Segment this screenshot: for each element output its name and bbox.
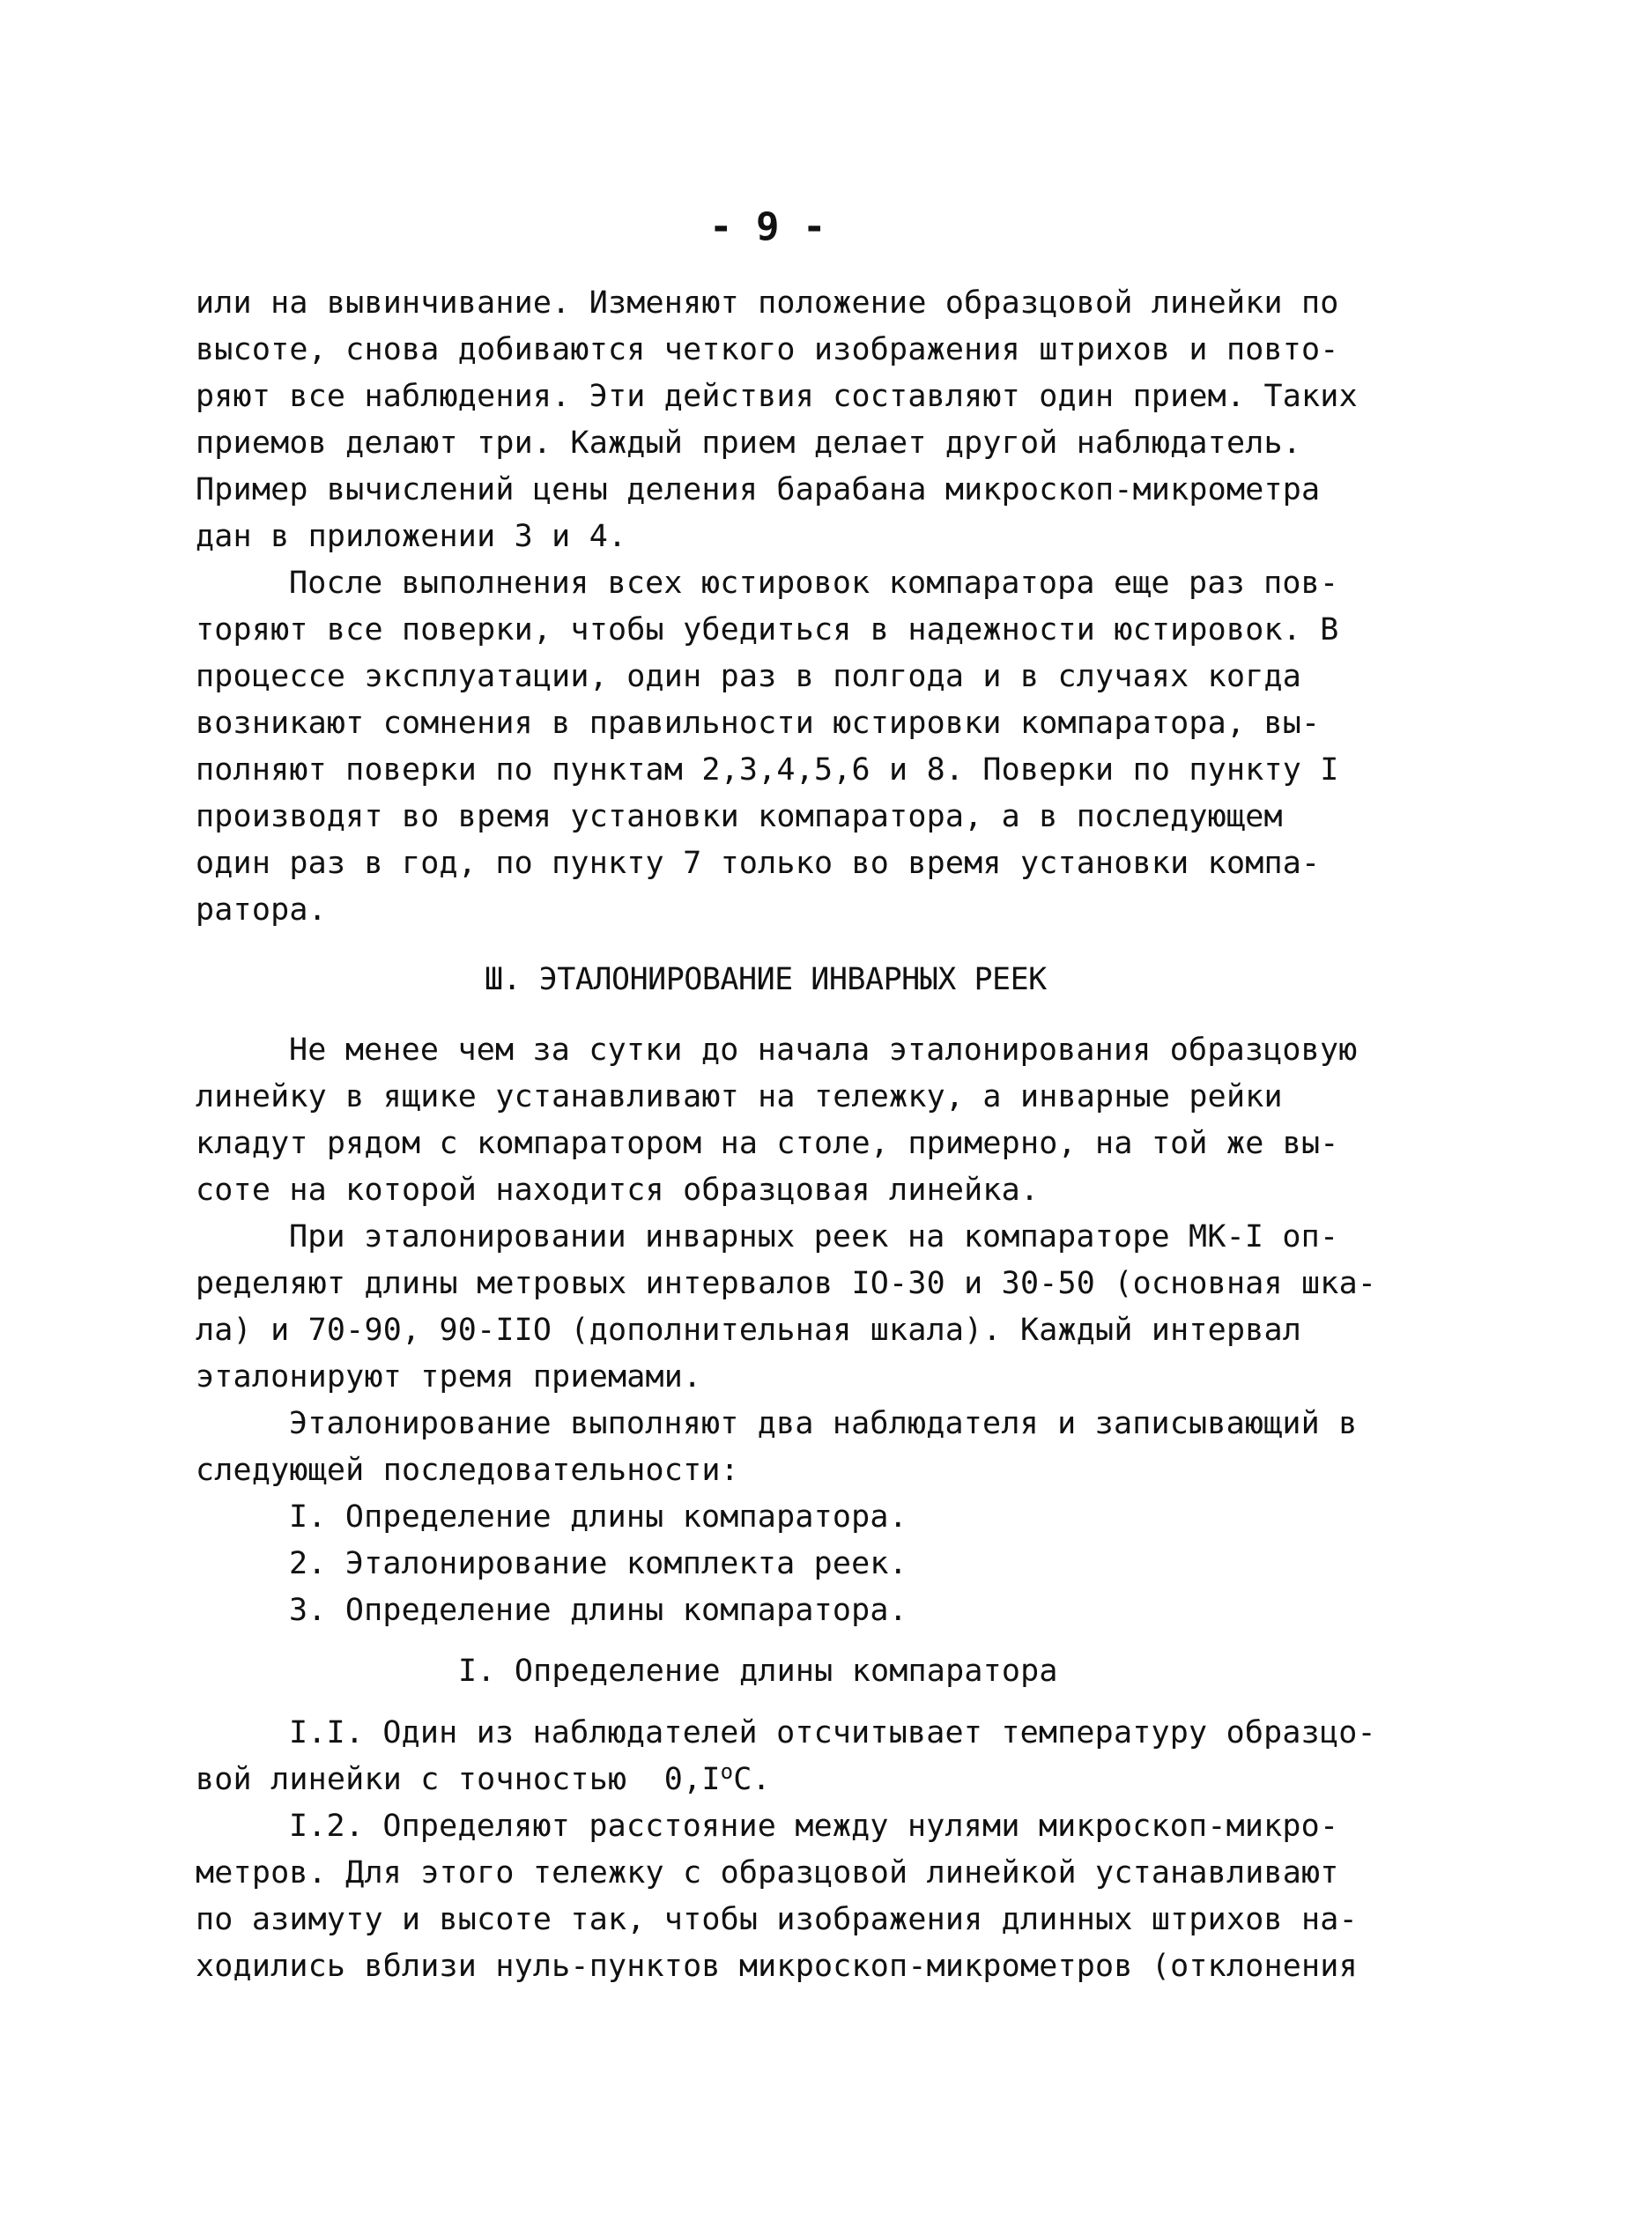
text-line: полняют поверки по пунктам 2,3,4,5,6 и 8. Поверки по пункту I	[196, 752, 1339, 788]
text-line: ла) и 70-90, 90-IIO (дополнительная шкала). Каждый интервал	[196, 1313, 1302, 1348]
text-line: или на вывинчивание. Изменяют положение образцовой линейки по	[196, 285, 1339, 321]
list-item: I. Определение длины компаратора.	[289, 1499, 907, 1535]
text-line: эталонируют тремя приемами.	[196, 1359, 702, 1395]
text-line: Эталонирование выполняют два наблюдателя и записывающий в	[289, 1406, 1358, 1441]
text-line: ходились вблизи нуль-пунктов микроскоп-микрометров (отклонения	[196, 1949, 1358, 1984]
text-line: соте на которой находится образцовая линейка.	[196, 1173, 1040, 1208]
subsection-heading: I. Определение длины компаратора	[458, 1654, 1058, 1689]
text-line: ределяют длины метровых интервалов IO-30 и 30-50 (основная шка-	[196, 1266, 1377, 1301]
text-line: I.I. Один из наблюдателей отсчитывает температуру образцо-	[289, 1715, 1376, 1750]
list-item: 3. Определение длины компаратора.	[289, 1593, 907, 1628]
text-line: возникают сомнения в правильности юстировки компаратора, вы-	[196, 706, 1321, 741]
degree-superscript: о	[720, 1759, 734, 1784]
text-line: процессе эксплуатации, один раз в полгода и в случаях когда	[196, 659, 1302, 694]
text-line: по азимуту и высоте так, чтобы изображения длинных штрихов на-	[196, 1902, 1358, 1937]
page-number: - 9 -	[709, 204, 826, 249]
list-item: 2. Эталонирование комплекта реек.	[289, 1546, 907, 1581]
text-line: приемов делают три. Каждый прием делает другой наблюдатель.	[196, 426, 1302, 461]
text-line: метров. Для этого тележку с образцовой линейкой устанавливают	[196, 1855, 1339, 1891]
text-line: высоте, снова добиваются четкого изображения штрихов и повто-	[196, 332, 1339, 367]
text-line: кладут рядом с компаратором на столе, примерно, на той же вы-	[196, 1126, 1339, 1161]
text-line: торяют все поверки, чтобы убедиться в надежности юстировок. В	[196, 612, 1339, 648]
text-line: ратора.	[196, 892, 327, 928]
text-fragment: С.	[733, 1762, 771, 1797]
text-line: производят во время установки компаратора, а в последующем	[196, 799, 1283, 834]
text-line: I.2. Определяют расстояние между нулями микроскоп-микро-	[289, 1809, 1339, 1844]
text-line: ряют все наблюдения. Эти действия составляют один прием. Таких	[196, 379, 1358, 414]
text-line: дан в приложении 3 и 4.	[196, 519, 627, 554]
text-line: один раз в год, по пункту 7 только во время установки компа-	[196, 846, 1321, 881]
text-line: линейку в ящике устанавливают на тележку, а инварные рейки	[196, 1079, 1283, 1114]
text-line: Пример вычислений цены деления барабана микроскоп-микрометра	[196, 472, 1321, 507]
text-line: Не менее чем за сутки до начала эталонирования образцовую	[289, 1032, 1358, 1068]
text-line	[196, 1759, 771, 1797]
section-heading: Ш. ЭТАЛОНИРОВАНИЕ ИНВАРНЫХ РЕЕК	[485, 962, 1047, 997]
text-line: следующей последовательности:	[196, 1453, 739, 1488]
text-line: После выполнения всех юстировок компаратора еще раз пов-	[289, 566, 1339, 601]
text-line: При эталонировании инварных реек на компараторе МК-I оп-	[289, 1219, 1339, 1254]
text-fragment: вой линейки с точностью 0,I	[196, 1762, 721, 1797]
